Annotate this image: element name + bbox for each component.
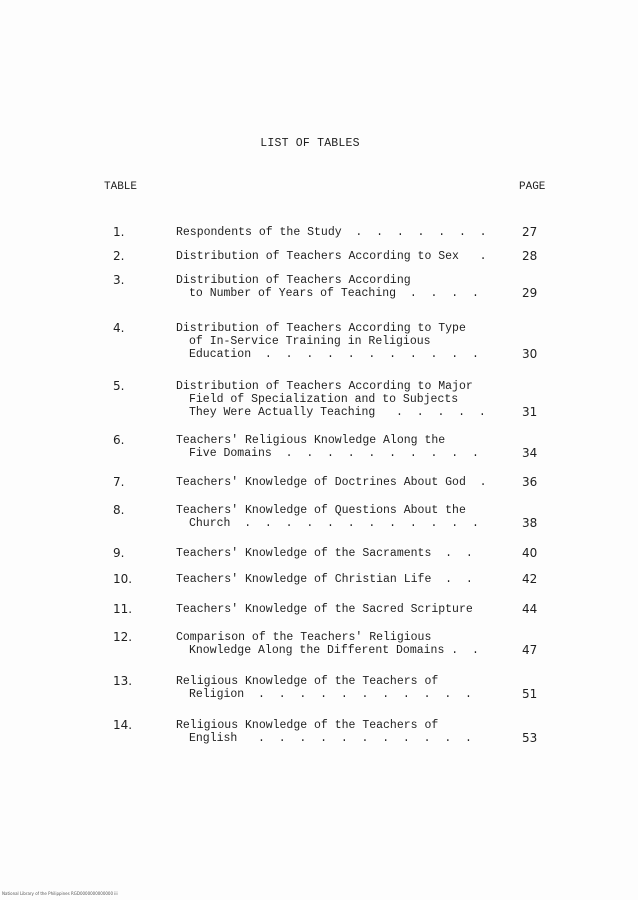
page-title: LIST OF TABLES xyxy=(260,137,360,150)
caption-line: Teachers' Knowledge of the Sacred Scripture xyxy=(176,603,473,616)
table-number: 1. xyxy=(113,225,125,239)
page-number: 34 xyxy=(522,446,538,461)
page-number: 42 xyxy=(522,572,538,586)
table-number: 13. xyxy=(113,674,133,688)
table-number: 7. xyxy=(113,475,125,489)
caption-line: Religious Knowledge of the Teachers of xyxy=(176,719,439,732)
page-number: 36 xyxy=(522,475,538,489)
table-caption xyxy=(176,603,506,616)
caption-line: Distribution of Teachers According to Type xyxy=(176,322,466,335)
table-column-header: TABLE xyxy=(104,181,138,193)
table-caption xyxy=(176,504,506,530)
caption-line: Church . . . . . . . . . . . . xyxy=(189,517,479,531)
table-number: 9. xyxy=(113,546,125,560)
caption-line: Knowledge Along the Different Domains . . xyxy=(189,644,479,658)
caption-line: Religion . . . . . . . . . . . xyxy=(189,688,472,702)
caption-line: Distribution of Teachers According to Major xyxy=(176,380,473,393)
caption-line: Teachers' Religious Knowledge Along the xyxy=(176,434,446,447)
page-number: 44 xyxy=(522,602,538,616)
table-number: 5. xyxy=(113,379,125,393)
page-number: 30 xyxy=(522,347,538,362)
table-number: 2. xyxy=(113,249,125,263)
table-caption xyxy=(176,476,506,489)
caption-line: Teachers' Knowledge of Christian Life . . xyxy=(176,573,473,586)
caption-line: of In-Service Training in Religious xyxy=(189,335,431,349)
page-number: 27 xyxy=(522,225,538,239)
caption-line: Comparison of the Teachers' Religious xyxy=(176,631,432,644)
caption-line: Respondents of the Study . . . . . . . xyxy=(176,226,487,239)
caption-line: They Were Actually Teaching . . . . . xyxy=(189,406,486,420)
table-number: 4. xyxy=(113,321,125,335)
table-number: 6. xyxy=(113,433,125,447)
table-caption xyxy=(176,322,506,362)
caption-line: Field of Specialization and to Subjects xyxy=(189,393,459,407)
table-number: 10. xyxy=(113,572,133,586)
table-caption xyxy=(176,547,506,560)
table-number: 3. xyxy=(113,273,125,287)
table-number: 11. xyxy=(113,602,133,616)
page-number: 38 xyxy=(522,516,538,531)
table-number: 14. xyxy=(113,718,133,732)
table-number: 8. xyxy=(113,503,125,517)
table-number: 12. xyxy=(113,630,133,644)
page-number: 53 xyxy=(522,731,538,746)
page-number: 29 xyxy=(522,286,538,301)
page-number: 47 xyxy=(522,643,538,658)
caption-line: Five Domains . . . . . . . . . . xyxy=(189,447,479,461)
table-caption xyxy=(176,380,506,420)
scan-footer-note: National Library of the Philippines RGD0000000000000 iii xyxy=(2,891,118,896)
page-number: 31 xyxy=(522,405,538,420)
caption-line: Teachers' Knowledge of Doctrines About God . xyxy=(176,476,487,489)
caption-line: Distribution of Teachers According xyxy=(176,274,411,287)
page-number: 40 xyxy=(522,546,538,560)
caption-line: Teachers' Knowledge of the Sacraments . . xyxy=(176,547,473,560)
table-caption xyxy=(176,573,506,586)
caption-line: Teachers' Knowledge of Questions About the xyxy=(176,504,466,517)
table-caption xyxy=(176,250,506,263)
table-caption xyxy=(176,434,506,460)
caption-line: Education . . . . . . . . . . . xyxy=(189,348,479,362)
page-number: 28 xyxy=(522,249,538,263)
page-number: 51 xyxy=(522,687,538,702)
table-caption xyxy=(176,631,506,657)
table-caption xyxy=(176,719,506,745)
table-caption xyxy=(176,675,506,701)
caption-line: Religious Knowledge of the Teachers of xyxy=(176,675,439,688)
table-caption xyxy=(176,226,506,239)
caption-line: English . . . . . . . . . . . xyxy=(189,732,472,746)
caption-line: Distribution of Teachers According to Sex . xyxy=(176,250,487,263)
page-column-header: PAGE xyxy=(519,181,546,193)
caption-line: to Number of Years of Teaching . . . . xyxy=(189,287,479,301)
table-caption xyxy=(176,274,506,300)
